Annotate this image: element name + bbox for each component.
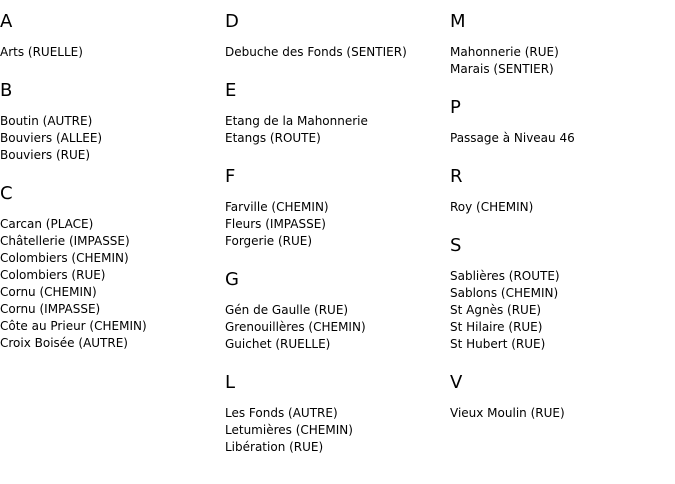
index-column bbox=[0, 10, 225, 370]
street-link[interactable]: Arts (RUELLE) bbox=[0, 45, 83, 59]
street-link[interactable]: Bouviers (ALLEE) bbox=[0, 131, 103, 145]
street-link[interactable]: Marais (SENTIER) bbox=[450, 62, 554, 76]
street-link[interactable]: St Hubert (RUE) bbox=[450, 337, 546, 351]
street-list bbox=[450, 199, 675, 216]
street-link[interactable]: Sablières (ROUTE) bbox=[450, 269, 560, 283]
street-list bbox=[450, 268, 675, 353]
street-link[interactable]: Vieux Moulin (RUE) bbox=[450, 406, 565, 420]
street-link[interactable]: Passage à Niveau 46 bbox=[450, 131, 575, 145]
letter-heading: D bbox=[225, 11, 239, 32]
street-list bbox=[450, 405, 675, 422]
street-link[interactable]: Carcan (PLACE) bbox=[0, 217, 94, 231]
letter-heading: E bbox=[225, 80, 237, 101]
street-link[interactable]: Fleurs (IMPASSE) bbox=[225, 217, 326, 231]
index-column bbox=[225, 10, 450, 474]
street-list bbox=[225, 113, 450, 147]
street-link[interactable]: Côte au Prieur (CHEMIN) bbox=[0, 319, 147, 333]
letter-group bbox=[450, 96, 675, 147]
street-list bbox=[225, 302, 450, 353]
street-link[interactable]: Mahonnerie (RUE) bbox=[450, 45, 559, 59]
street-list bbox=[225, 199, 450, 250]
street-link[interactable]: St Hilaire (RUE) bbox=[450, 320, 543, 334]
street-link[interactable]: Cornu (CHEMIN) bbox=[0, 285, 97, 299]
street-link[interactable]: Bouviers (RUE) bbox=[0, 148, 91, 162]
street-list bbox=[0, 113, 225, 164]
letter-group bbox=[225, 268, 450, 353]
street-link[interactable]: Les Fonds (AUTRE) bbox=[225, 406, 338, 420]
street-link[interactable]: Libération (RUE) bbox=[225, 440, 324, 454]
street-link[interactable]: Forgerie (RUE) bbox=[225, 234, 313, 248]
street-link[interactable]: Letumières (CHEMIN) bbox=[225, 423, 353, 437]
letter-heading: C bbox=[0, 183, 13, 204]
street-list bbox=[450, 44, 675, 78]
street-link[interactable]: Cornu (IMPASSE) bbox=[0, 302, 101, 316]
street-link[interactable]: Etangs (ROUTE) bbox=[225, 131, 321, 145]
index-column bbox=[450, 10, 675, 440]
street-link[interactable]: Farville (CHEMIN) bbox=[225, 200, 329, 214]
street-link[interactable]: Colombiers (RUE) bbox=[0, 268, 106, 282]
street-link[interactable]: Debuche des Fonds (SENTIER) bbox=[225, 45, 407, 59]
street-link[interactable]: Croix Boisée (AUTRE) bbox=[0, 336, 128, 350]
street-link[interactable]: Boutin (AUTRE) bbox=[0, 114, 93, 128]
street-link[interactable]: Colombiers (CHEMIN) bbox=[0, 251, 129, 265]
street-link[interactable]: Châtellerie (IMPASSE) bbox=[0, 234, 130, 248]
letter-group bbox=[225, 10, 450, 61]
letter-group bbox=[0, 182, 225, 352]
letter-heading: R bbox=[450, 166, 463, 187]
street-link[interactable]: St Agnès (RUE) bbox=[450, 303, 542, 317]
letter-group bbox=[450, 165, 675, 216]
letter-group bbox=[0, 79, 225, 164]
street-list bbox=[0, 44, 225, 61]
street-link[interactable]: Gén de Gaulle (RUE) bbox=[225, 303, 349, 317]
letter-heading: L bbox=[225, 372, 236, 393]
letter-group bbox=[450, 371, 675, 422]
street-list bbox=[0, 216, 225, 352]
letter-group bbox=[450, 234, 675, 353]
letter-heading: A bbox=[0, 11, 13, 32]
letter-heading: B bbox=[0, 80, 13, 101]
letter-group bbox=[0, 10, 225, 61]
street-list bbox=[225, 405, 450, 456]
letter-group bbox=[225, 165, 450, 250]
letter-heading: M bbox=[450, 11, 466, 32]
street-link[interactable]: Roy (CHEMIN) bbox=[450, 200, 534, 214]
street-list bbox=[225, 44, 450, 61]
street-link[interactable]: Sablons (CHEMIN) bbox=[450, 286, 559, 300]
letter-heading: G bbox=[225, 269, 239, 290]
street-link[interactable]: Guichet (RUELLE) bbox=[225, 337, 331, 351]
letter-heading: V bbox=[450, 372, 463, 393]
letter-group bbox=[225, 79, 450, 147]
street-link[interactable]: Etang de la Mahonnerie bbox=[225, 114, 368, 128]
letter-group bbox=[450, 10, 675, 78]
street-list bbox=[450, 130, 675, 147]
street-link[interactable]: Grenouillères (CHEMIN) bbox=[225, 320, 366, 334]
letter-group bbox=[225, 371, 450, 456]
letter-heading: P bbox=[450, 97, 461, 118]
letter-heading: F bbox=[225, 166, 236, 187]
letter-heading: S bbox=[450, 235, 462, 256]
